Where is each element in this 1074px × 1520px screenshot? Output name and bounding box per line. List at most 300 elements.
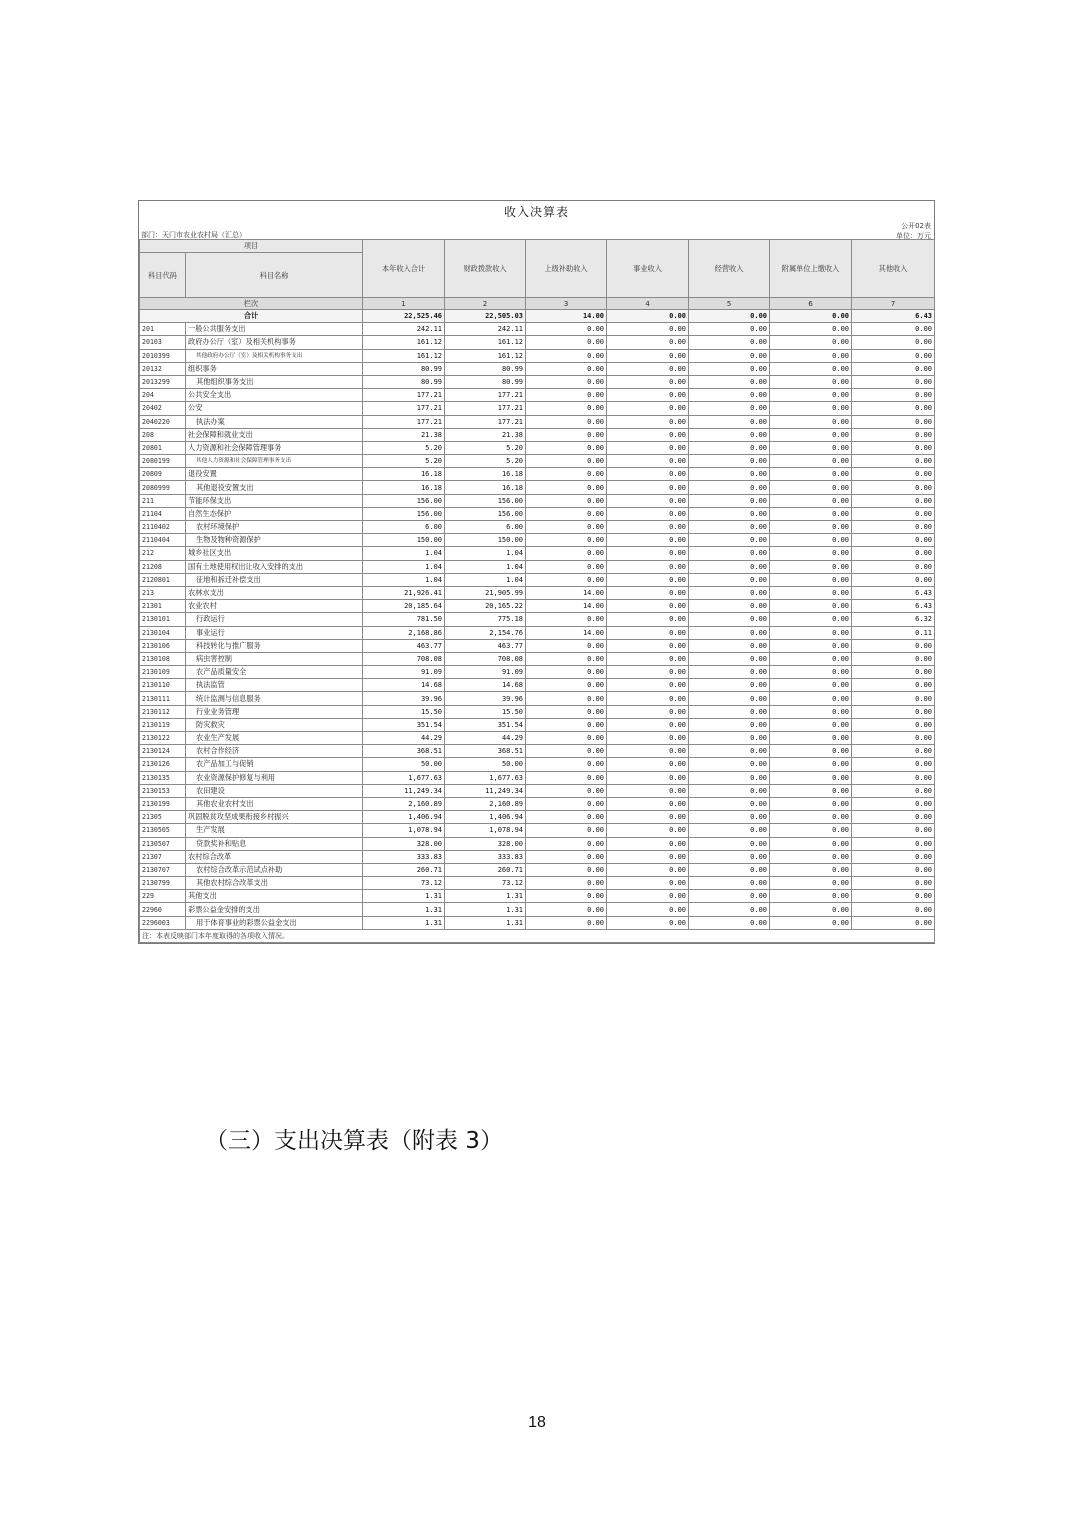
row-value: 0.00	[607, 441, 689, 454]
row-name: 自然生态保护	[186, 507, 363, 520]
total-label: 合计	[140, 310, 363, 323]
row-value: 0.00	[526, 837, 607, 850]
row-value: 1.31	[445, 890, 526, 903]
row-value: 1.31	[445, 916, 526, 929]
table-row	[140, 811, 935, 824]
row-value: 0.00	[770, 639, 852, 652]
row-value: 1.31	[363, 903, 445, 916]
row-value: 0.00	[607, 494, 689, 507]
row-value: 0.00	[526, 705, 607, 718]
row-value: 1.04	[445, 547, 526, 560]
total-value: 22,505.03	[445, 310, 526, 323]
row-code: 213	[140, 586, 186, 599]
row-value: 44.29	[363, 732, 445, 745]
row-value: 0.00	[770, 705, 852, 718]
table-row	[140, 323, 935, 336]
table-row	[140, 916, 935, 929]
table-row	[140, 507, 935, 520]
row-value: 708.08	[445, 652, 526, 665]
row-name: 其他政府办公厅（室）及相关机构事务支出	[186, 349, 363, 362]
row-value: 0.00	[607, 837, 689, 850]
table-row	[140, 745, 935, 758]
row-name: 组织事务	[186, 362, 363, 375]
row-value: 0.00	[770, 692, 852, 705]
row-value: 0.00	[689, 428, 770, 441]
row-name: 其他组织事务支出	[186, 375, 363, 388]
row-value: 0.00	[689, 784, 770, 797]
row-value: 0.00	[607, 692, 689, 705]
row-value: 2,154.76	[445, 626, 526, 639]
row-code: 2130507	[140, 837, 186, 850]
row-value: 1.31	[363, 890, 445, 903]
row-value: 0.00	[770, 758, 852, 771]
row-value: 260.71	[445, 863, 526, 876]
row-value: 16.18	[363, 481, 445, 494]
row-value: 150.00	[445, 534, 526, 547]
row-value: 0.00	[526, 652, 607, 665]
row-code: 2130126	[140, 758, 186, 771]
column-number: 7	[852, 298, 935, 310]
row-value: 0.00	[770, 811, 852, 824]
row-value: 0.00	[852, 494, 935, 507]
row-value: 0.00	[689, 837, 770, 850]
code-header: 科目代码	[140, 253, 186, 298]
row-name: 人力资源和社会保障管理事务	[186, 441, 363, 454]
row-value: 0.00	[770, 771, 852, 784]
row-value: 0.00	[770, 784, 852, 797]
row-value: 0.00	[852, 521, 935, 534]
row-value: 0.00	[770, 534, 852, 547]
row-name: 农村综合改革示范试点补助	[186, 863, 363, 876]
row-value: 0.00	[770, 547, 852, 560]
row-name: 农业生产发展	[186, 732, 363, 745]
row-value: 6.43	[852, 600, 935, 613]
row-value: 1,078.94	[363, 824, 445, 837]
row-value: 0.00	[526, 916, 607, 929]
row-value: 15.50	[445, 705, 526, 718]
row-name: 农业农村	[186, 600, 363, 613]
row-value: 73.12	[363, 877, 445, 890]
row-value: 0.00	[852, 745, 935, 758]
row-value: 5.20	[363, 441, 445, 454]
row-value: 161.12	[445, 336, 526, 349]
row-code: 22960	[140, 903, 186, 916]
row-code: 204	[140, 389, 186, 402]
row-value: 0.00	[852, 758, 935, 771]
row-number-label: 栏次	[140, 298, 363, 310]
row-value: 0.00	[607, 402, 689, 415]
row-value: 0.00	[526, 758, 607, 771]
row-code: 2130111	[140, 692, 186, 705]
row-value: 0.00	[607, 468, 689, 481]
row-code: 20402	[140, 402, 186, 415]
row-value: 0.00	[852, 389, 935, 402]
row-value: 0.00	[607, 890, 689, 903]
row-value: 80.99	[363, 362, 445, 375]
row-value: 0.00	[526, 679, 607, 692]
row-name: 其他退役安置支出	[186, 481, 363, 494]
row-value: 0.00	[770, 613, 852, 626]
row-value: 0.00	[607, 705, 689, 718]
row-value: 0.00	[852, 877, 935, 890]
row-code: 211	[140, 494, 186, 507]
row-code: 2130199	[140, 797, 186, 810]
row-value: 0.00	[852, 573, 935, 586]
row-code: 2130505	[140, 824, 186, 837]
row-value: 6.32	[852, 613, 935, 626]
row-value: 0.00	[689, 652, 770, 665]
row-value: 0.00	[607, 666, 689, 679]
row-code: 21208	[140, 560, 186, 573]
row-value: 0.00	[526, 877, 607, 890]
row-value: 0.00	[852, 837, 935, 850]
row-value: 0.00	[770, 415, 852, 428]
total-value: 0.00	[770, 310, 852, 323]
row-code: 21305	[140, 811, 186, 824]
row-value: 0.00	[526, 494, 607, 507]
row-value: 0.00	[770, 626, 852, 639]
row-value: 0.00	[770, 824, 852, 837]
row-value: 0.00	[770, 428, 852, 441]
row-value: 0.00	[689, 850, 770, 863]
row-value: 0.00	[770, 652, 852, 665]
row-name: 农林水支出	[186, 586, 363, 599]
column-header: 财政拨款收入	[445, 240, 526, 298]
row-value: 0.00	[607, 679, 689, 692]
row-value: 328.00	[363, 837, 445, 850]
row-value: 0.00	[607, 903, 689, 916]
income-table	[139, 239, 935, 943]
column-header: 其他收入	[852, 240, 935, 298]
table-row	[140, 692, 935, 705]
row-value: 0.00	[770, 890, 852, 903]
row-code: 2130799	[140, 877, 186, 890]
section-title: （三）支出决算表（附表 3）	[205, 1128, 503, 1154]
row-name: 生产发展	[186, 824, 363, 837]
row-value: 0.00	[852, 336, 935, 349]
row-value: 0.00	[607, 547, 689, 560]
row-code: 2130104	[140, 626, 186, 639]
table-row	[140, 877, 935, 890]
row-value: 0.00	[607, 573, 689, 586]
row-value: 0.00	[689, 745, 770, 758]
table-row	[140, 613, 935, 626]
row-value: 1,677.63	[363, 771, 445, 784]
row-value: 0.00	[526, 692, 607, 705]
total-row	[140, 310, 935, 323]
row-value: 0.00	[689, 771, 770, 784]
row-code: 2130707	[140, 863, 186, 876]
row-code: 2120801	[140, 573, 186, 586]
row-value: 0.00	[852, 850, 935, 863]
row-code: 2040220	[140, 415, 186, 428]
row-value: 333.83	[445, 850, 526, 863]
row-value: 0.00	[852, 481, 935, 494]
row-name: 农村合作经济	[186, 745, 363, 758]
row-value: 1,078.94	[445, 824, 526, 837]
row-value: 0.00	[770, 560, 852, 573]
row-value: 0.00	[852, 652, 935, 665]
row-value: 0.00	[689, 639, 770, 652]
row-value: 0.00	[607, 732, 689, 745]
table-row	[140, 336, 935, 349]
row-code: 2080999	[140, 481, 186, 494]
row-value: 0.00	[689, 863, 770, 876]
row-value: 0.00	[852, 560, 935, 573]
row-code: 21104	[140, 507, 186, 520]
row-value: 0.00	[770, 863, 852, 876]
table-row	[140, 481, 935, 494]
row-value: 2,160.89	[363, 797, 445, 810]
row-value: 0.00	[689, 718, 770, 731]
row-name: 一般公共服务支出	[186, 323, 363, 336]
row-value: 0.00	[689, 613, 770, 626]
row-value: 156.00	[363, 494, 445, 507]
total-value: 0.00	[689, 310, 770, 323]
row-value: 0.00	[526, 639, 607, 652]
row-value: 0.00	[607, 521, 689, 534]
row-name: 行业业务管理	[186, 705, 363, 718]
row-value: 0.00	[607, 877, 689, 890]
row-value: 20,165.22	[445, 600, 526, 613]
row-value: 0.00	[852, 415, 935, 428]
row-value: 0.00	[689, 336, 770, 349]
row-value: 0.00	[526, 415, 607, 428]
row-value: 0.00	[689, 666, 770, 679]
column-number: 3	[526, 298, 607, 310]
row-value: 0.00	[526, 375, 607, 388]
row-value: 328.00	[445, 837, 526, 850]
row-value: 0.00	[852, 666, 935, 679]
row-value: 0.00	[607, 916, 689, 929]
row-value: 0.00	[689, 600, 770, 613]
row-value: 0.00	[689, 916, 770, 929]
row-value: 0.00	[689, 455, 770, 468]
row-value: 161.12	[363, 336, 445, 349]
row-value: 21.38	[445, 428, 526, 441]
row-code: 2010399	[140, 349, 186, 362]
row-value: 0.00	[526, 441, 607, 454]
row-value: 0.00	[526, 573, 607, 586]
row-code: 2130124	[140, 745, 186, 758]
row-value: 0.00	[526, 718, 607, 731]
row-value: 177.21	[445, 402, 526, 415]
row-value: 6.43	[852, 586, 935, 599]
table-row	[140, 494, 935, 507]
row-value: 0.00	[607, 718, 689, 731]
row-value: 0.00	[770, 837, 852, 850]
row-value: 0.00	[770, 732, 852, 745]
row-value: 0.00	[526, 362, 607, 375]
row-name: 巩固脱贫攻坚成果衔接乡村振兴	[186, 811, 363, 824]
table-row	[140, 705, 935, 718]
row-code: 201	[140, 323, 186, 336]
row-value: 0.00	[770, 375, 852, 388]
row-code: 21307	[140, 850, 186, 863]
row-value: 0.00	[770, 679, 852, 692]
column-number: 6	[770, 298, 852, 310]
row-value: 0.00	[526, 613, 607, 626]
row-value: 0.00	[852, 428, 935, 441]
row-value: 0.00	[607, 481, 689, 494]
row-value: 0.00	[526, 481, 607, 494]
row-code: 2110402	[140, 521, 186, 534]
row-name: 其他人力资源和社会保障管理事务支出	[186, 455, 363, 468]
row-value: 0.00	[526, 784, 607, 797]
row-value: 0.00	[607, 323, 689, 336]
row-value: 0.00	[689, 705, 770, 718]
row-code: 208	[140, 428, 186, 441]
row-value: 0.00	[607, 455, 689, 468]
row-value: 0.00	[689, 692, 770, 705]
row-code: 2130101	[140, 613, 186, 626]
row-value: 80.99	[445, 362, 526, 375]
row-value: 0.00	[607, 613, 689, 626]
row-name: 事业运行	[186, 626, 363, 639]
total-value: 22,525.46	[363, 310, 445, 323]
row-value: 1.04	[445, 560, 526, 573]
row-value: 0.00	[607, 349, 689, 362]
column-number: 2	[445, 298, 526, 310]
row-value: 0.00	[689, 349, 770, 362]
row-value: 1.04	[363, 560, 445, 573]
row-value: 1.31	[363, 916, 445, 929]
row-code: 2110404	[140, 534, 186, 547]
row-code: 2130153	[140, 784, 186, 797]
row-value: 0.00	[526, 323, 607, 336]
row-value: 91.09	[363, 666, 445, 679]
row-value: 0.00	[770, 916, 852, 929]
column-header: 附属单位上缴收入	[770, 240, 852, 298]
total-value: 14.00	[526, 310, 607, 323]
row-name: 退役安置	[186, 468, 363, 481]
row-value: 0.11	[852, 626, 935, 639]
table-row	[140, 389, 935, 402]
row-value: 463.77	[445, 639, 526, 652]
table-row	[140, 415, 935, 428]
row-code: 2080199	[140, 455, 186, 468]
row-value: 21.38	[363, 428, 445, 441]
row-value: 2,160.89	[445, 797, 526, 810]
table-row	[140, 771, 935, 784]
row-value: 0.00	[689, 586, 770, 599]
table-row	[140, 362, 935, 375]
row-name: 病虫害控制	[186, 652, 363, 665]
row-value: 177.21	[363, 415, 445, 428]
table-row	[140, 573, 935, 586]
row-value: 0.00	[689, 323, 770, 336]
row-value: 0.00	[852, 718, 935, 731]
row-value: 0.00	[689, 415, 770, 428]
row-value: 0.00	[852, 705, 935, 718]
row-value: 0.00	[607, 811, 689, 824]
row-code: 212	[140, 547, 186, 560]
column-header: 上级补助收入	[526, 240, 607, 298]
row-value: 1.31	[445, 903, 526, 916]
row-name: 彩票公益金安排的支出	[186, 903, 363, 916]
row-value: 0.00	[607, 771, 689, 784]
row-value: 0.00	[689, 521, 770, 534]
row-value: 0.00	[770, 402, 852, 415]
row-value: 0.00	[689, 679, 770, 692]
table-row	[140, 732, 935, 745]
row-value: 0.00	[689, 362, 770, 375]
row-value: 0.00	[607, 758, 689, 771]
row-value: 177.21	[445, 415, 526, 428]
row-value: 0.00	[770, 797, 852, 810]
column-header: 本年收入合计	[363, 240, 445, 298]
row-value: 0.00	[607, 797, 689, 810]
row-value: 0.00	[526, 745, 607, 758]
row-value: 0.00	[770, 336, 852, 349]
row-name: 其他农村综合改革支出	[186, 877, 363, 890]
row-value: 14.68	[445, 679, 526, 692]
row-name: 执法办案	[186, 415, 363, 428]
table-title: 收入决算表	[503, 205, 569, 219]
row-name: 统计监测与信息服务	[186, 692, 363, 705]
table-row	[140, 850, 935, 863]
row-name: 公共安全支出	[186, 389, 363, 402]
row-code: 2130122	[140, 732, 186, 745]
row-name: 科技转化与推广服务	[186, 639, 363, 652]
row-value: 5.20	[445, 441, 526, 454]
row-value: 0.00	[526, 428, 607, 441]
row-name: 贷款奖补和贴息	[186, 837, 363, 850]
row-value: 0.00	[852, 903, 935, 916]
row-value: 0.00	[852, 375, 935, 388]
row-value: 16.18	[445, 481, 526, 494]
row-value: 0.00	[689, 402, 770, 415]
row-value: 5.20	[445, 455, 526, 468]
row-value: 0.00	[689, 481, 770, 494]
row-value: 177.21	[445, 389, 526, 402]
row-value: 39.96	[363, 692, 445, 705]
row-value: 44.29	[445, 732, 526, 745]
row-name: 农村环境保护	[186, 521, 363, 534]
row-value: 0.00	[607, 362, 689, 375]
table-row	[140, 863, 935, 876]
row-code: 20809	[140, 468, 186, 481]
table-row	[140, 837, 935, 850]
row-value: 0.00	[770, 666, 852, 679]
row-value: 0.00	[852, 679, 935, 692]
row-value: 1.04	[445, 573, 526, 586]
row-value: 0.00	[770, 494, 852, 507]
row-value: 156.00	[445, 507, 526, 520]
row-value: 0.00	[607, 415, 689, 428]
row-value: 0.00	[770, 389, 852, 402]
row-value: 39.96	[445, 692, 526, 705]
row-code: 20132	[140, 362, 186, 375]
row-value: 0.00	[689, 494, 770, 507]
row-value: 0.00	[526, 811, 607, 824]
row-value: 0.00	[689, 468, 770, 481]
row-value: 0.00	[852, 824, 935, 837]
row-value: 0.00	[689, 507, 770, 520]
row-value: 0.00	[852, 639, 935, 652]
table-row	[140, 666, 935, 679]
table-row	[140, 718, 935, 731]
row-value: 351.54	[445, 718, 526, 731]
row-value: 0.00	[852, 916, 935, 929]
table-row	[140, 600, 935, 613]
row-value: 73.12	[445, 877, 526, 890]
row-value: 0.00	[689, 758, 770, 771]
form-number: 公开02表	[901, 222, 931, 230]
row-code: 2130110	[140, 679, 186, 692]
row-value: 5.20	[363, 455, 445, 468]
row-value: 781.50	[363, 613, 445, 626]
